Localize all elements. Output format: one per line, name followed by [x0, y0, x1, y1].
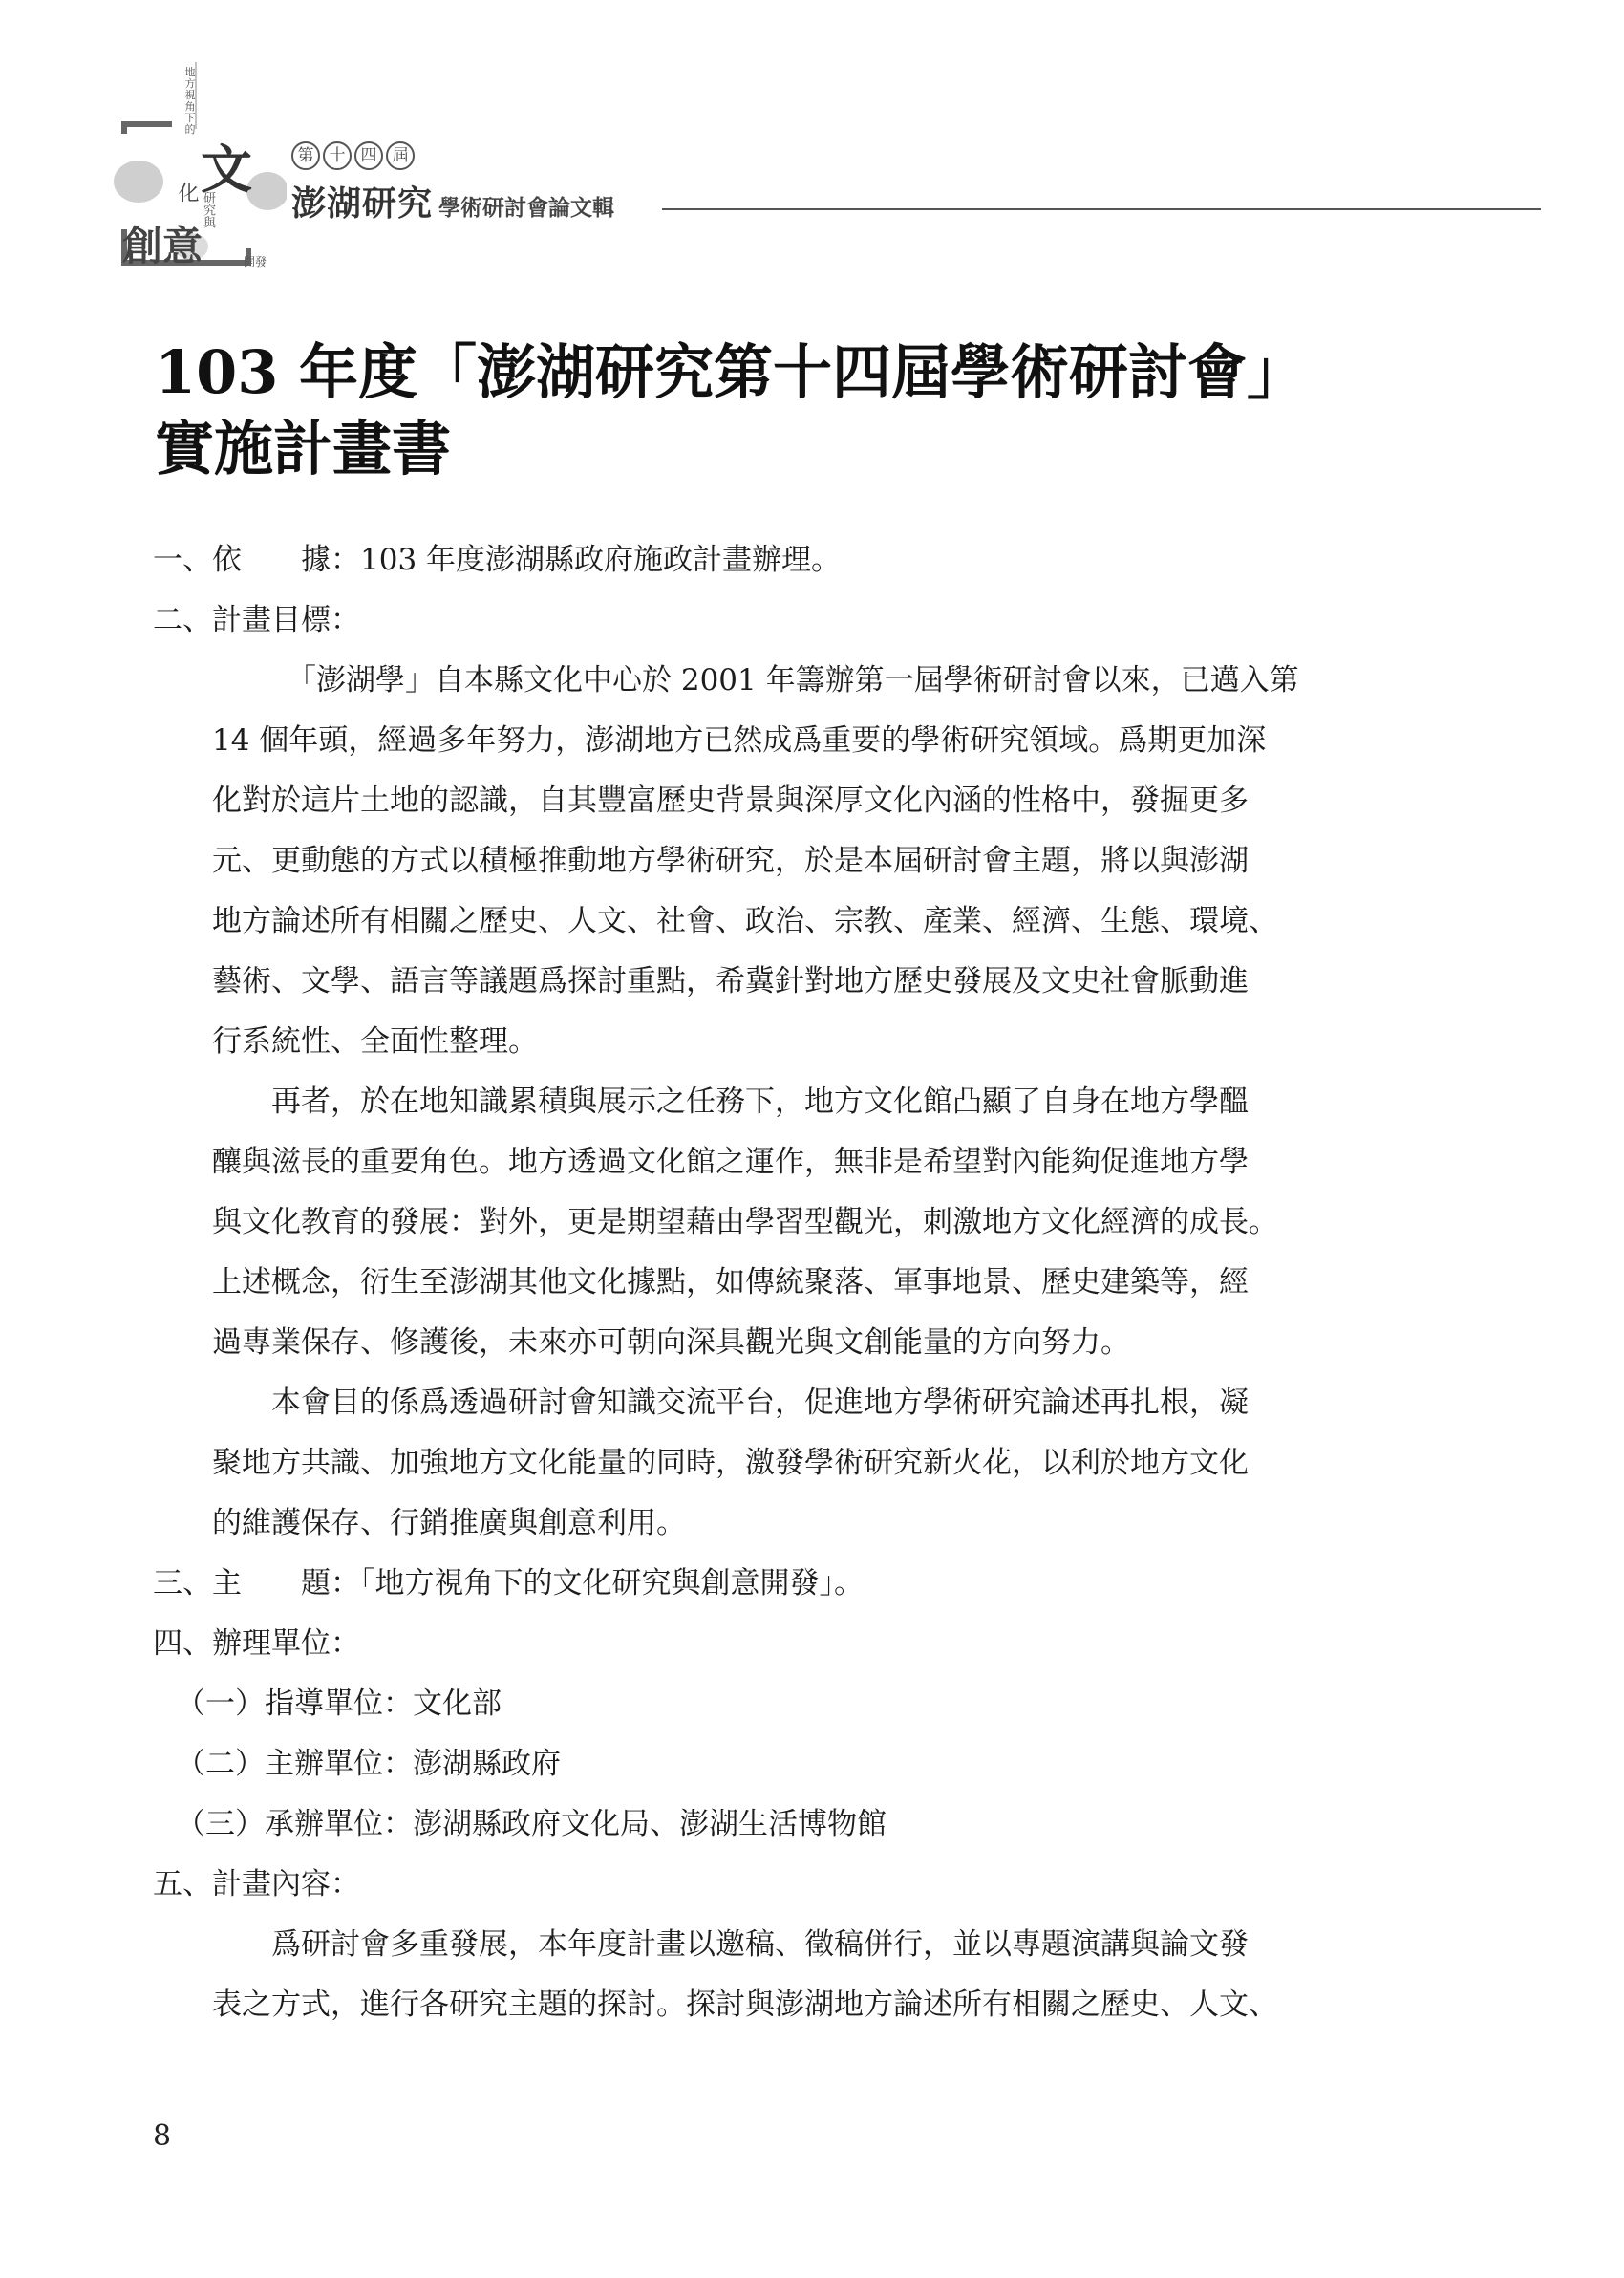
page-number: 8 — [153, 2119, 172, 2153]
section-heading-organizers: 四、辦理單位： — [153, 1626, 360, 1661]
paragraph-line: 地方論述所有相關之歷史、人文、社會、政治、宗教、產業、經濟、生態、環境、 — [212, 904, 1278, 938]
paragraph-line: 藝術、文學、語言等議題爲探討重點，希冀針對地方歷史發展及文史社會脈動進 — [212, 964, 1249, 999]
logo-character: 創意 — [122, 223, 203, 269]
paragraph-line: 本會目的係爲透過研討會知識交流平台，促進地方學術研究論述再扎根，凝 — [271, 1386, 1249, 1420]
journal-subtitle: 學術研討會論文輯 — [438, 196, 615, 221]
document-title — [155, 334, 1473, 487]
title-line: 實施計畫書 — [155, 414, 452, 484]
paragraph-line: 上述概念，衍生至澎湖其他文化據點，如傳統聚落、軍事地景、歷史建築等，經 — [212, 1265, 1249, 1300]
paragraph-line: 聚地方共識、加強地方文化能量的同時，激發學術研究新火花，以利於地方文化 — [212, 1446, 1249, 1480]
edition-char: 第 — [291, 141, 320, 170]
paragraph-line: 再者，於在地知識累積與展示之任務下，地方文化館凸顯了自身在地方學醞 — [271, 1085, 1249, 1119]
edition-char: 屆 — [386, 141, 415, 170]
title-line: 103 年度「澎湖研究第十四屆學術研討會」 — [155, 337, 1307, 407]
edition-badge — [291, 141, 415, 170]
logo-vertical-text: 地方視角下的 — [184, 66, 196, 136]
organizer-item: （三）承辦單位：澎湖縣政府文化局、澎湖生活博物館 — [176, 1807, 887, 1841]
logo-small-text: 開發 — [244, 255, 267, 269]
paragraph-line: 表之方式，進行各研究主題的探討。探討與澎湖地方論述所有相關之歷史、人文、 — [212, 1988, 1278, 2022]
header-divider — [662, 208, 1541, 210]
conference-logo — [105, 57, 287, 277]
section-heading-content: 五、計畫內容： — [153, 1867, 360, 1902]
paragraph-line: 化對於這片土地的認識，自其豐富歷史背景與深厚文化內涵的性格中，發掘更多 — [212, 784, 1249, 818]
section-heading-objectives: 二、計畫目標： — [153, 603, 360, 637]
paragraph-line: 行系統性、全面性整理。 — [212, 1024, 538, 1059]
journal-name — [291, 177, 614, 226]
organizer-item: （一）指導單位：文化部 — [176, 1687, 502, 1721]
section-theme: 三、主 題：「地方視角下的文化研究與創意開發」。 — [153, 1566, 864, 1601]
paragraph-line: 爲研討會多重發展，本年度計畫以邀稿、徵稿併行，並以專題演講與論文發 — [271, 1927, 1249, 1962]
logo-character: 化 — [175, 182, 199, 203]
paragraph-line: 元、更動態的方式以積極推動地方學術研究，於是本屆研討會主題，將以與澎湖 — [212, 844, 1249, 878]
paragraph-line: 釀與滋長的重要角色。地方透過文化館之運作，無非是希望對內能夠促進地方學 — [212, 1145, 1249, 1179]
paragraph-line: 過專業保存、修護後，未來亦可朝向深具觀光與文創能量的方向努力。 — [212, 1325, 1130, 1360]
journal-title: 澎湖研究 — [291, 184, 434, 224]
logo-small-text: 研究與 — [201, 191, 215, 228]
running-header — [105, 57, 1442, 277]
edition-char: 四 — [354, 141, 383, 170]
paragraph-line: 的維護保存、行銷推廣與創意利用。 — [212, 1506, 686, 1540]
section-basis: 一、依 據：103 年度澎湖縣政府施政計畫辦理。 — [153, 543, 842, 577]
logo-character: 文 — [201, 139, 252, 200]
organizer-item: （二）主辦單位：澎湖縣政府 — [176, 1747, 561, 1781]
paragraph-line: 14 個年頭，經過多年努力，澎湖地方已然成爲重要的學術研究領域。爲期更加深 — [212, 723, 1267, 758]
paragraph-line: 與文化教育的發展：對外，更是期望藉由學習型觀光，刺激地方文化經濟的成長。 — [212, 1205, 1278, 1239]
edition-char: 十 — [323, 141, 352, 170]
paragraph-line: 「澎湖學」自本縣文化中心於 2001 年籌辦第一屆學術研討會以來，已邁入第 — [287, 663, 1299, 698]
